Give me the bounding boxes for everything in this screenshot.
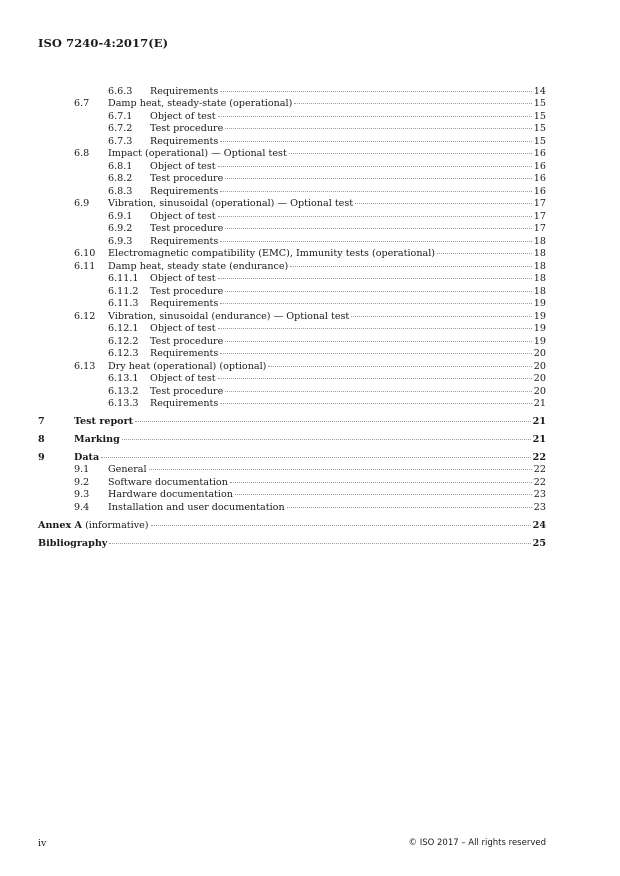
- toc-entry-title: Object of test: [150, 323, 216, 334]
- toc-entry-page: 18: [533, 273, 546, 284]
- toc-entry-number: 6.12.1: [108, 323, 139, 334]
- toc-leader-dots: [101, 457, 530, 458]
- toc-entry-title: Bibliography: [38, 538, 108, 549]
- toc-entry-title: Test procedure: [150, 173, 224, 184]
- toc-leader-dots: [218, 278, 532, 279]
- toc-entry-page: 20: [533, 348, 546, 359]
- toc-entry[interactable]: [38, 361, 546, 373]
- toc-leader-dots: [122, 439, 531, 440]
- toc-leader-dots: [294, 103, 531, 104]
- toc-leader-dots: [225, 291, 531, 292]
- toc-leader-dots: [289, 153, 532, 154]
- toc-entry-number: 6.8: [74, 148, 90, 159]
- toc-entry-title: Test procedure: [150, 223, 224, 234]
- toc-entry-number: 6.11.2: [108, 286, 139, 297]
- toc-entry-title: Requirements: [150, 398, 219, 409]
- toc-entry[interactable]: [38, 223, 546, 235]
- toc-entry[interactable]: [38, 323, 546, 335]
- toc-entry-number: 9.3: [74, 489, 90, 500]
- toc-leader-dots: [220, 191, 531, 192]
- toc-entry[interactable]: [38, 98, 546, 110]
- toc-entry-page: 15: [533, 98, 546, 109]
- toc-entry[interactable]: [38, 386, 546, 398]
- toc-entry-title: General: [108, 464, 147, 475]
- toc-leader-dots: [220, 241, 531, 242]
- toc-entry[interactable]: [38, 111, 546, 123]
- toc-entry-number: 6.9.1: [108, 211, 133, 222]
- toc-entry-title: Object of test: [150, 373, 216, 384]
- toc-entry[interactable]: [38, 211, 546, 223]
- toc-entry-page: 21: [533, 398, 546, 409]
- toc-entry-page: 20: [533, 361, 546, 372]
- toc-entry-title: Test procedure: [150, 286, 224, 297]
- toc-entry-page: 22: [532, 452, 546, 463]
- toc-entry-page: 23: [533, 502, 546, 513]
- toc-entry-page: 25: [532, 538, 546, 549]
- toc-leader-dots: [225, 391, 531, 392]
- toc-entry-page: 16: [533, 161, 546, 172]
- toc-leader-dots: [225, 228, 531, 229]
- toc-entry[interactable]: [38, 538, 546, 550]
- toc-entry-number: 6.7.2: [108, 123, 133, 134]
- toc-entry[interactable]: [38, 477, 546, 489]
- toc-entry-number: 6.8.3: [108, 186, 133, 197]
- toc-entry-page: 22: [533, 464, 546, 475]
- toc-entry-page: 16: [533, 173, 546, 184]
- toc-entry-title: Requirements: [150, 186, 219, 197]
- toc-entry-page: 18: [533, 261, 546, 272]
- toc-entry[interactable]: [38, 123, 546, 135]
- toc-entry-suffix: (informative): [82, 520, 149, 531]
- toc-entry[interactable]: [38, 148, 546, 160]
- toc-entry[interactable]: [38, 286, 546, 298]
- toc-leader-dots: [220, 303, 531, 304]
- toc-entry-number: 6.8.2: [108, 173, 133, 184]
- toc-leader-dots: [220, 91, 531, 92]
- toc-entry[interactable]: [38, 336, 546, 348]
- toc-entry[interactable]: [38, 173, 546, 185]
- toc-leader-dots: [290, 266, 531, 267]
- toc-entry-page: 18: [533, 248, 546, 259]
- toc-leader-dots: [268, 366, 531, 367]
- toc-leader-dots: [287, 507, 532, 508]
- toc-leader-dots: [225, 128, 531, 129]
- toc-entry-page: 19: [533, 298, 546, 309]
- toc-entry-title: Damp heat, steady state (endurance): [108, 261, 289, 272]
- toc-entry-page: 19: [533, 311, 546, 322]
- toc-entry-title: Impact (operational) — Optional test: [108, 148, 287, 159]
- toc-entry-number: 6.7.1: [108, 111, 133, 122]
- toc-entry[interactable]: [38, 248, 546, 260]
- toc-entry[interactable]: [38, 273, 546, 285]
- toc-leader-dots: [355, 203, 532, 204]
- toc-entry[interactable]: [38, 348, 546, 360]
- toc-entry-page: 15: [533, 136, 546, 147]
- toc-entry[interactable]: [38, 434, 546, 446]
- toc-entry-page: 18: [533, 286, 546, 297]
- toc-entry-title: Software documentation: [108, 477, 228, 488]
- toc-leader-dots: [225, 341, 531, 342]
- toc-entry-number: 9.1: [74, 464, 90, 475]
- toc-entry-page: 23: [533, 489, 546, 500]
- toc-entry-page: 15: [533, 111, 546, 122]
- toc-leader-dots: [218, 116, 532, 117]
- toc-entry-title: Test procedure: [150, 123, 224, 134]
- toc-entry-title: Data: [74, 452, 100, 463]
- toc-entry-number: 6.13.1: [108, 373, 139, 384]
- toc-entry-page: 17: [533, 223, 546, 234]
- toc-entry-page: 15: [533, 123, 546, 134]
- toc-entry-number: 6.9: [74, 198, 90, 209]
- toc-leader-dots: [218, 166, 532, 167]
- toc-entry-number: 9: [38, 452, 45, 463]
- toc-leader-dots: [135, 421, 531, 422]
- toc-entry-page: 22: [533, 477, 546, 488]
- toc-entry-title: Marking: [74, 434, 120, 445]
- toc-entry-page: 20: [533, 373, 546, 384]
- toc-entry-number: 6.11.1: [108, 273, 139, 284]
- toc-entry-page: 16: [533, 148, 546, 159]
- copyright-notice: © ISO 2017 – All rights reserved: [408, 838, 546, 848]
- toc-entry-number: 6.11: [74, 261, 96, 272]
- toc-entry-page: 18: [533, 236, 546, 247]
- toc-entry[interactable]: [38, 416, 546, 428]
- toc-entry[interactable]: [38, 86, 546, 98]
- toc-entry[interactable]: [38, 311, 546, 323]
- toc-entry-title: Installation and user documentation: [108, 502, 285, 513]
- toc-entry-page: 21: [532, 434, 546, 445]
- toc-entry[interactable]: [38, 236, 546, 248]
- toc-entry-number: 6.6.3: [108, 86, 133, 97]
- toc-entry-number: 6.7: [74, 98, 90, 109]
- toc-entry-page: 20: [533, 386, 546, 397]
- toc-leader-dots: [235, 494, 532, 495]
- toc-entry-number: 7: [38, 416, 45, 427]
- toc-leader-dots: [230, 482, 532, 483]
- toc-entry-page: 19: [533, 323, 546, 334]
- toc-leader-dots: [218, 328, 532, 329]
- toc-leader-dots: [218, 378, 532, 379]
- toc-entry-title: Requirements: [150, 86, 219, 97]
- toc-entry[interactable]: [38, 136, 546, 148]
- toc-entry-number: 6.9.3: [108, 236, 133, 247]
- toc-entry-title: Vibration, sinusoidal (endurance) — Optional test: [108, 311, 350, 322]
- toc-entry-page: 16: [533, 186, 546, 197]
- page-number: iv: [38, 838, 47, 849]
- toc-entry-number: 6.12.3: [108, 348, 139, 359]
- toc-entry-title: Dry heat (operational) (optional): [108, 361, 267, 372]
- document-header: ISO 7240-4:2017(E): [38, 36, 169, 50]
- toc-leader-dots: [437, 253, 532, 254]
- toc-entry-title: Electromagnetic compatibility (EMC), Immunity tests (operational): [108, 248, 436, 259]
- toc-entry[interactable]: [38, 198, 546, 210]
- toc-entry-number: 6.9.2: [108, 223, 133, 234]
- toc-entry[interactable]: [38, 261, 546, 273]
- toc-leader-dots: [109, 543, 530, 544]
- toc-entry-page: 19: [533, 336, 546, 347]
- toc-leader-dots: [149, 469, 532, 470]
- toc-entry-page: 17: [533, 211, 546, 222]
- toc-entry-number: 6.12: [74, 311, 96, 322]
- toc-entry-page: 24: [532, 520, 546, 531]
- toc-entry[interactable]: [38, 502, 546, 514]
- toc-entry-title: Object of test: [150, 161, 216, 172]
- toc-entry-title: Test procedure: [150, 336, 224, 347]
- toc-entry-title: Object of test: [150, 211, 216, 222]
- toc-leader-dots: [351, 316, 532, 317]
- toc-entry-number: 6.13.2: [108, 386, 139, 397]
- toc-leader-dots: [218, 216, 532, 217]
- toc-entry-title: Requirements: [150, 298, 219, 309]
- toc-entry-number: 8: [38, 434, 45, 445]
- toc-entry[interactable]: [38, 464, 546, 476]
- toc-entry-number: 6.13: [74, 361, 96, 372]
- toc-entry-number: 6.13.3: [108, 398, 139, 409]
- toc-entry-title: Test report: [74, 416, 134, 427]
- toc-entry-title: Annex A: [38, 520, 83, 531]
- toc-entry[interactable]: [38, 520, 546, 532]
- toc-entry[interactable]: [38, 161, 546, 173]
- toc-entry-number: 6.12.2: [108, 336, 139, 347]
- toc-entry-number: 9.4: [74, 502, 90, 513]
- toc-entry-title: Damp heat, steady-state (operational): [108, 98, 293, 109]
- toc-entry-title: Test procedure: [150, 386, 224, 397]
- toc-entry[interactable]: [38, 489, 546, 501]
- toc-entry-title: Requirements: [150, 136, 219, 147]
- toc-entry[interactable]: [38, 452, 546, 464]
- toc-entry-title: Requirements: [150, 348, 219, 359]
- toc-entry-title: Object of test: [150, 111, 216, 122]
- toc-entry-page: 17: [533, 198, 546, 209]
- toc-entry-number: 6.8.1: [108, 161, 133, 172]
- toc-entry-page: 21: [532, 416, 546, 427]
- toc-entry-number: 6.7.3: [108, 136, 133, 147]
- toc-entry-page: 14: [533, 86, 546, 97]
- toc-entry-number: 9.2: [74, 477, 90, 488]
- toc-entry[interactable]: [38, 398, 546, 410]
- toc-entry-number: 6.10: [74, 248, 96, 259]
- toc-leader-dots: [220, 353, 531, 354]
- toc-leader-dots: [220, 403, 531, 404]
- toc-entry[interactable]: [38, 298, 546, 310]
- toc-leader-dots: [151, 525, 531, 526]
- toc-leader-dots: [225, 178, 531, 179]
- toc-entry-title: Object of test: [150, 273, 216, 284]
- toc-entry-number: 6.11.3: [108, 298, 139, 309]
- toc-entry-title: Requirements: [150, 236, 219, 247]
- toc-entry[interactable]: [38, 373, 546, 385]
- toc-leader-dots: [220, 141, 531, 142]
- toc-entry-title: Hardware documentation: [108, 489, 233, 500]
- toc-entry-title: Vibration, sinusoidal (operational) — Optional test: [108, 198, 354, 209]
- toc-entry[interactable]: [38, 186, 546, 198]
